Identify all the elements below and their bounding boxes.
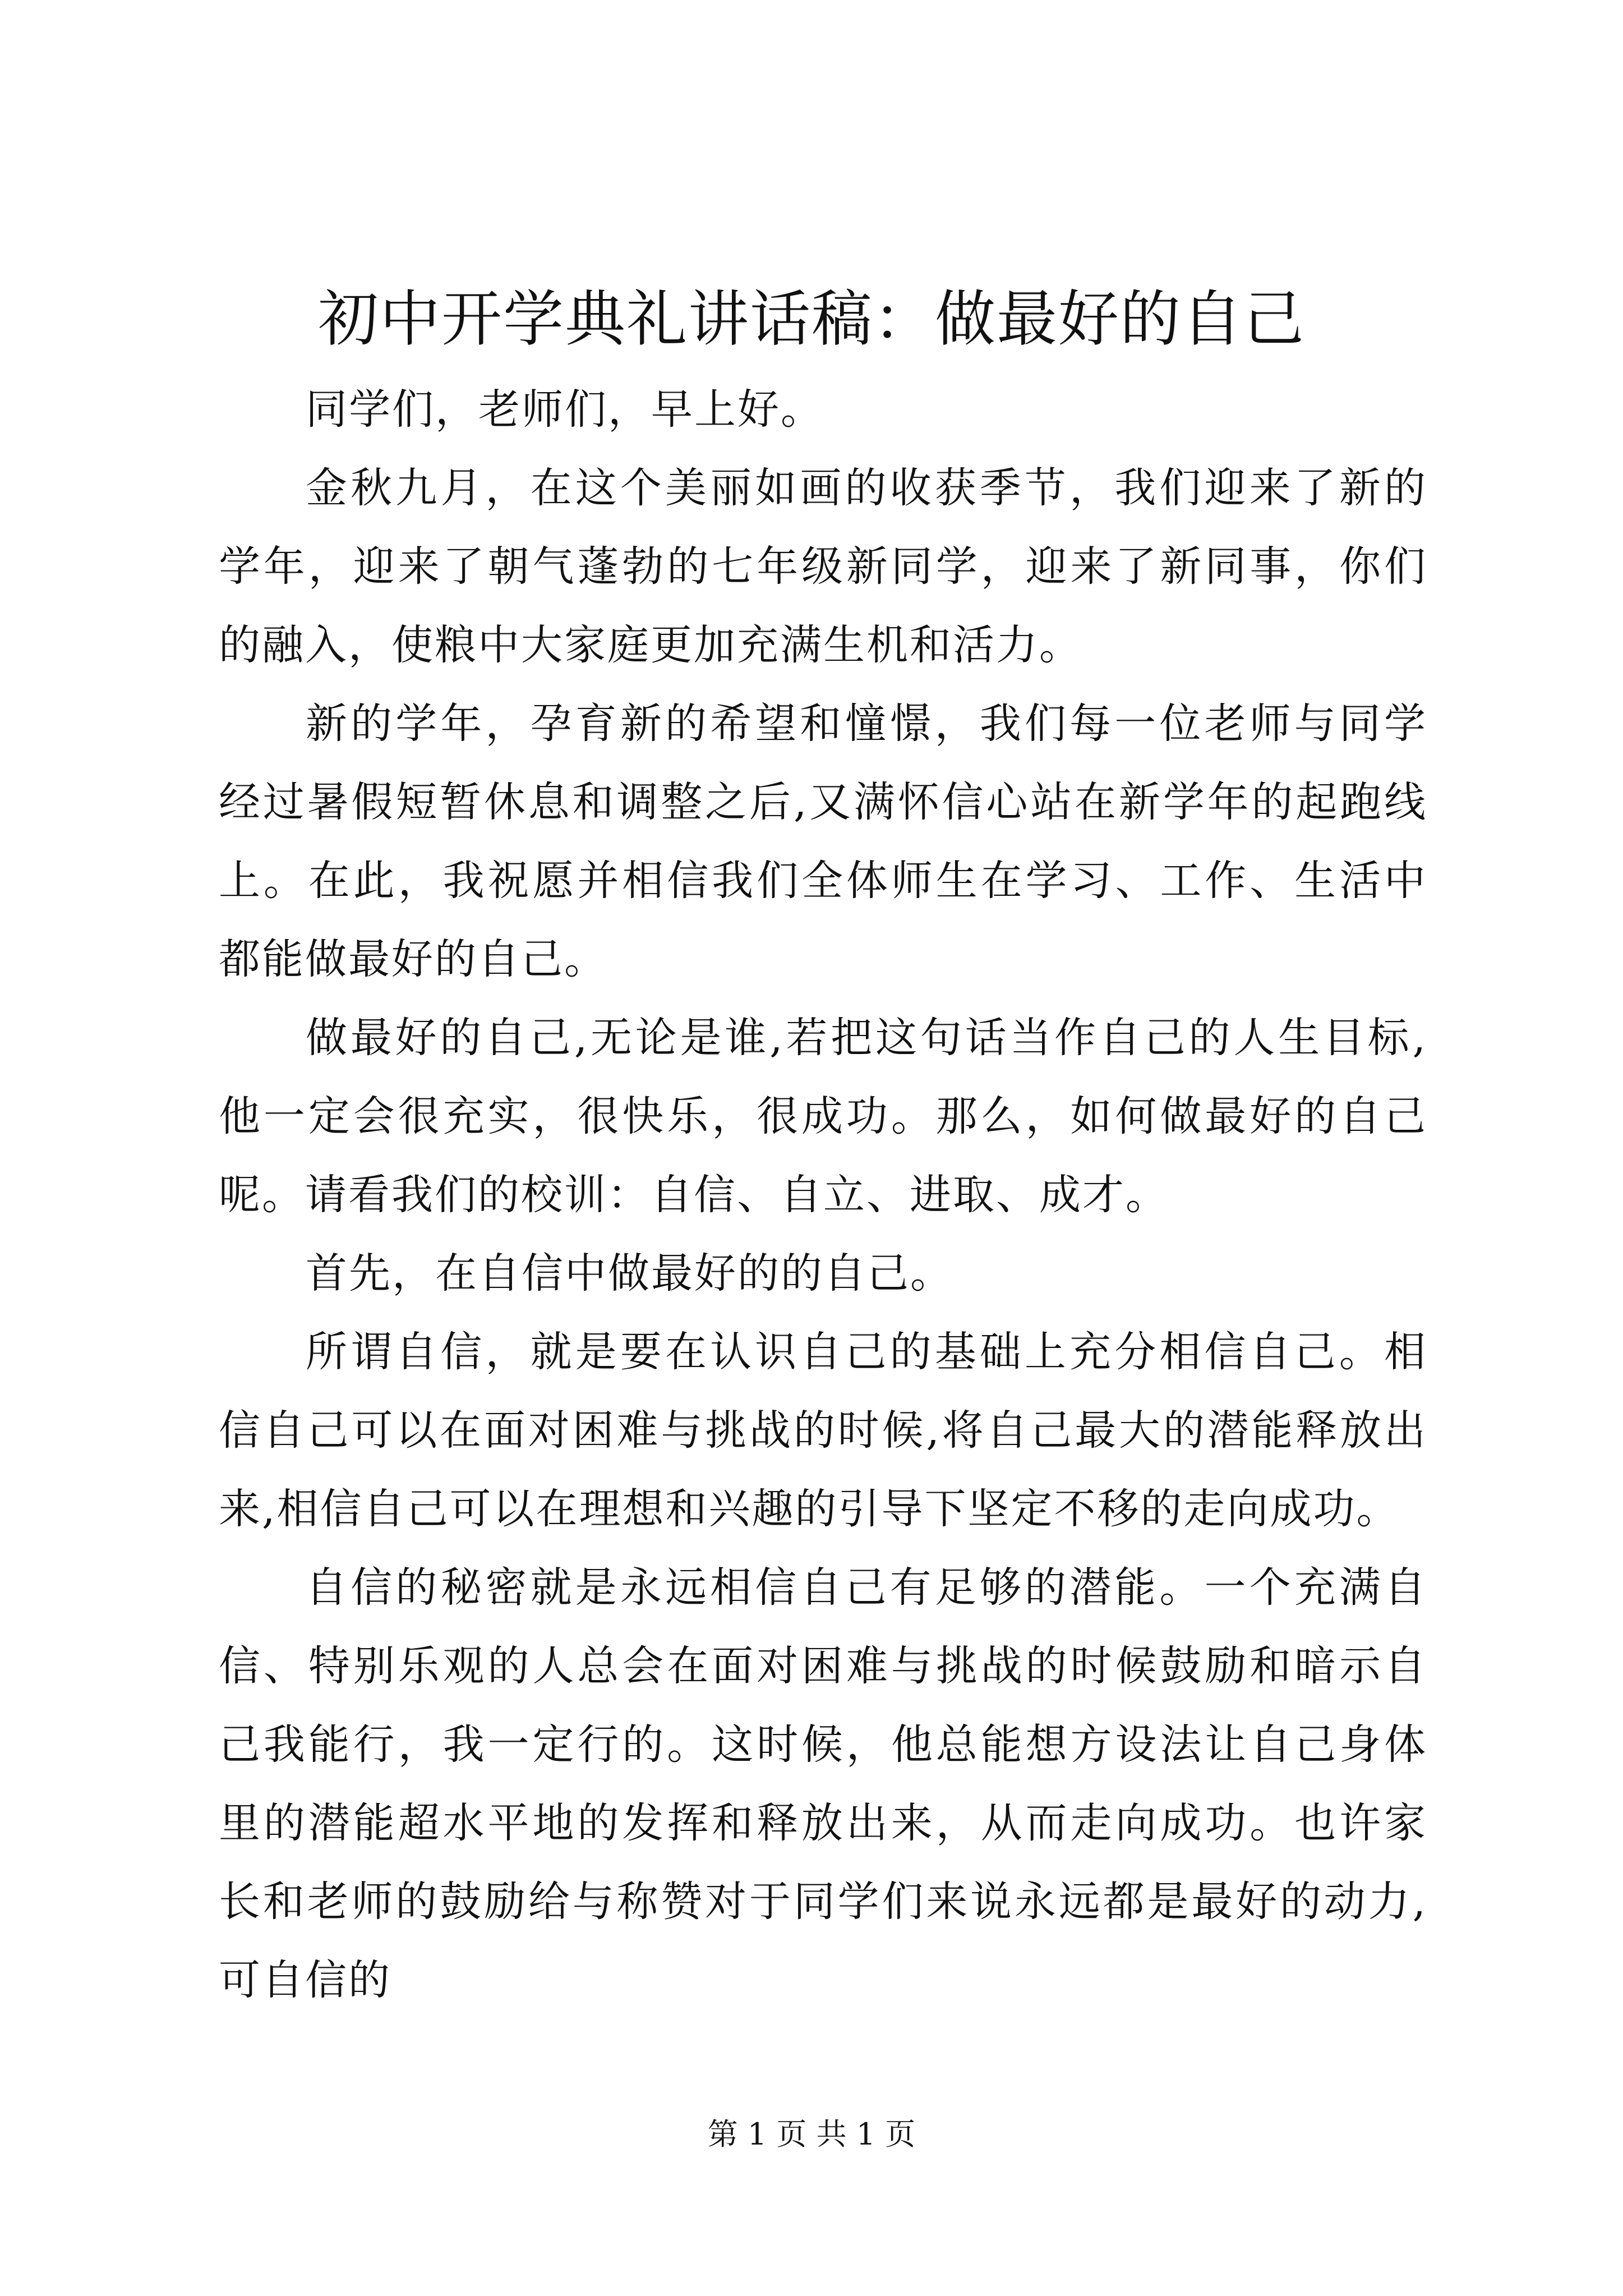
paragraph-new-year: 新的学年，孕育新的希望和憧憬，我们每一位老师与同学经过暑假短暂休息和调整之后,又满怀信心站在新学年的起跑线上。在此，我祝愿并相信我们全体师生在学习、工作、生活中都能做最好的自己。	[219, 700, 1427, 983]
paragraph-first-point: 首先，在自信中做最好的的自己。	[306, 1249, 953, 1297]
paragraph-confidence-secret: 自信的秘密就是永远相信自己有足够的潜能。一个充满自信、特别乐观的人总会在面对困难与挑战的时候鼓励和暗示自己我能行，我一定行的。这时候，他总能想方设法让自己身体里的潜能超水平地的发挥和释放出来，从而走向成功。也许家长和老师的鼓励给与称赞对于同学们来说永远都是最好的动力,可自信的	[219, 1563, 1427, 2004]
document-body	[219, 370, 1427, 2019]
document-title: 初中开学典礼讲话稿：做最好的自己	[317, 284, 1305, 355]
paragraph-greeting: 同学们，老师们，早上好。	[306, 385, 824, 434]
paragraph-confidence-definition: 所谓自信，就是要在认识自己的基础上充分相信自己。相信自己可以在面对困难与挑战的时候,将自己最大的潜能释放出来,相信自己可以在理想和兴趣的引导下坚定不移的走向成功。	[219, 1328, 1427, 1533]
paragraph-best-self: 做最好的自己,无论是谁,若把这句话当作自己的人生目标,他一定会很充实，很快乐，很成功。那么，如何做最好的自己呢。请看我们的校训：自信、自立、进取、成才。	[219, 1014, 1427, 1219]
page-number-footer: 第 1 页 共 1 页	[707, 2116, 916, 2152]
paragraph-welcome: 金秋九月，在这个美丽如画的收获季节，我们迎来了新的学年，迎来了朝气蓬勃的七年级新同学，迎来了新同事，你们的融入，使粮中大家庭更加充满生机和活力。	[219, 464, 1427, 669]
